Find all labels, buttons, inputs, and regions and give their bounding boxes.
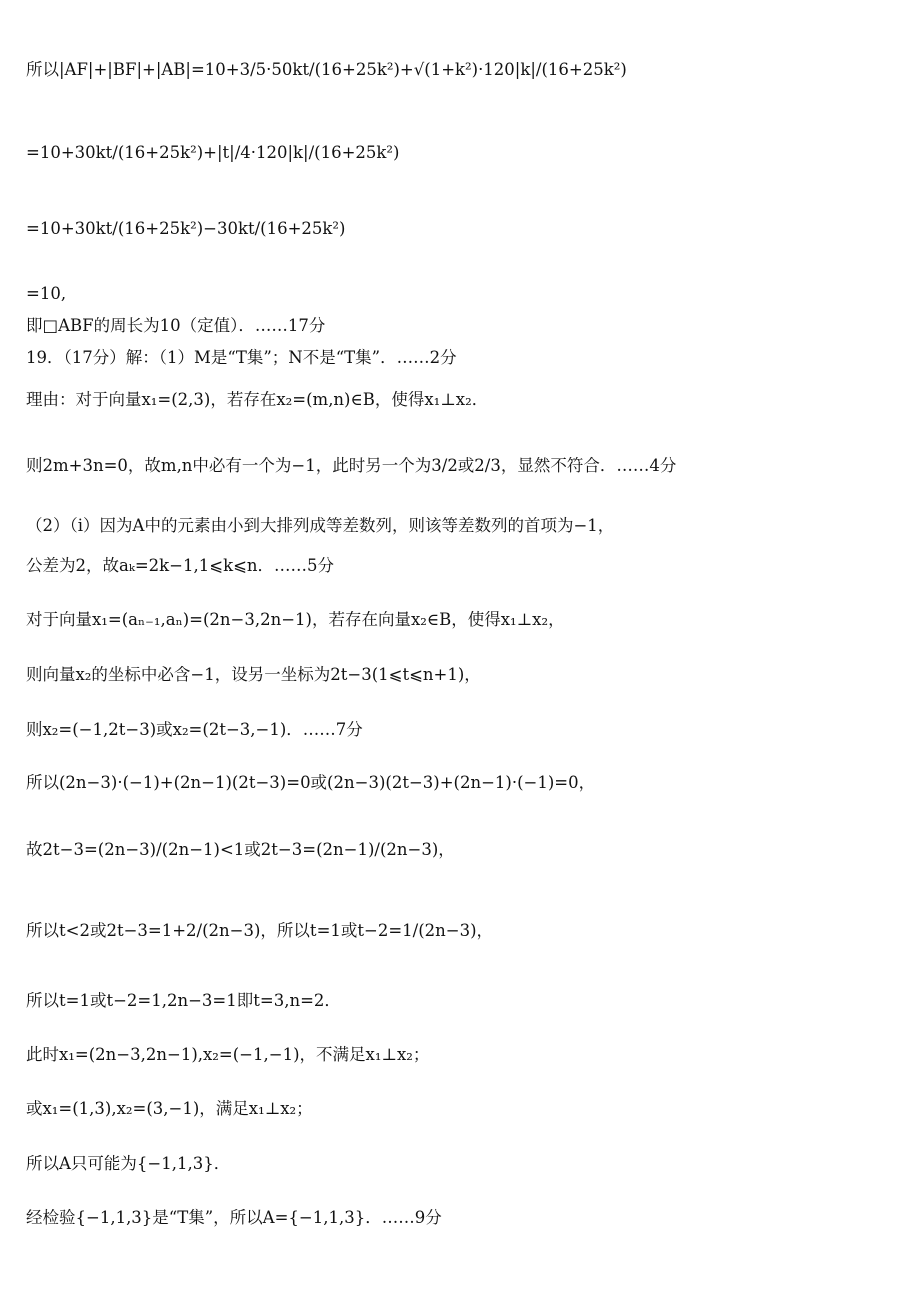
text: 则向量x₂的坐标中必含−1，设另一坐标为2t−3(1⩽t⩽n+1)， — [26, 665, 481, 684]
text-line — [26, 923, 880, 940]
equation-line — [26, 221, 880, 238]
text: 19．（17分）解：（1）M是“T集”；N不是“T集”．……2分 — [26, 348, 457, 367]
text: 所以|AF|+|BF|+|AB|=10+3/5·50kt/(16+25k²)+√(1+k²)·120|k|/(16+25k²) — [26, 60, 627, 79]
text: 经检验{−1,1,3}是“T集”，所以A={−1,1,3}．……9分 — [26, 1208, 442, 1227]
text: 则x₂=(−1,2t−3)或x₂=(2t−3,−1)．……7分 — [26, 720, 363, 739]
text-line — [26, 1210, 880, 1227]
text-line — [26, 1101, 880, 1118]
text-line — [26, 458, 880, 475]
text-line — [26, 558, 880, 575]
text: =10, — [26, 284, 67, 303]
equation-line — [26, 145, 880, 162]
text: 所以t=1或t−2=1,2n−3=1即t=3,n=2． — [26, 991, 341, 1010]
text-line — [26, 518, 880, 535]
text-line — [26, 667, 880, 684]
text-line — [26, 842, 880, 859]
text: =10+30kt/(16+25k²)+|t|/4·120|k|/(16+25k²) — [26, 143, 400, 162]
equation-line — [26, 286, 880, 303]
text: 即□ABF的周长为10（定值）．……17分 — [26, 316, 326, 335]
text: 此时x₁=(2n−3,2n−1),x₂=(−1,−1)，不满足x₁⊥x₂； — [26, 1045, 430, 1064]
text: 理由：对于向量x₁=(2,3)，若存在x₂=(m,n)∈B，使得x₁⊥x₂． — [26, 390, 489, 409]
text: 所以A只可能为{−1,1,3}． — [26, 1154, 231, 1173]
text: （2）（i）因为A中的元素由小到大排列成等差数列，则该等差数列的首项为−1， — [26, 516, 615, 535]
text: 所以t<2或2t−3=1+2/(2n−3)，所以t=1或t−2=1/(2n−3)， — [26, 921, 494, 940]
text-line — [26, 392, 880, 409]
text-line — [26, 318, 880, 335]
text: 故2t−3=(2n−3)/(2n−1)<1或2t−3=(2n−1)/(2n−3)， — [26, 840, 455, 859]
text: 公差为2，故aₖ=2k−1,1⩽k⩽n．……5分 — [26, 556, 335, 575]
text: 或x₁=(1,3),x₂=(3,−1)，满足x₁⊥x₂； — [26, 1099, 313, 1118]
text-line — [26, 993, 880, 1010]
text-line — [26, 775, 880, 792]
text-line — [26, 722, 880, 739]
text: 则2m+3n=0，故m,n中必有一个为−1，此时另一个为3/2或2/3，显然不符合．……4分 — [26, 456, 677, 475]
text: 对于向量x₁=(aₙ₋₁,aₙ)=(2n−3,2n−1)，若存在向量x₂∈B，使得x₁⊥x₂， — [26, 610, 565, 629]
text: 所以(2n−3)·(−1)+(2n−1)(2t−3)=0或(2n−3)(2t−3)+(2n−1)·(−1)=0， — [26, 773, 596, 792]
text-line — [26, 612, 880, 629]
text-line — [26, 1047, 880, 1064]
problem-heading — [26, 350, 880, 367]
equation-line — [26, 62, 880, 79]
text-line — [26, 1156, 880, 1173]
text: =10+30kt/(16+25k²)−30kt/(16+25k²) — [26, 219, 346, 238]
